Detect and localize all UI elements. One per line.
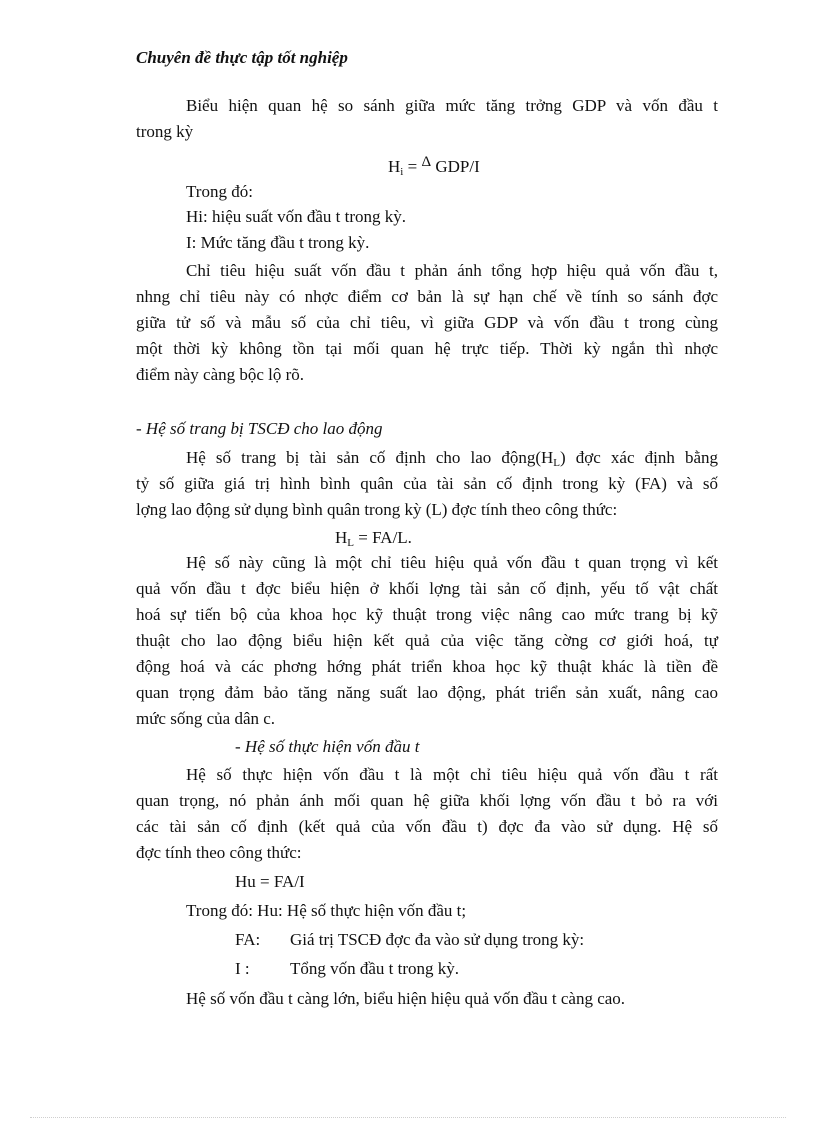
paragraph-line: Hệ số này cũng là một chỉ tiêu hiệu quả vốn đầu t quan trọng vì kết: [186, 553, 718, 572]
paragraph-line: Hệ số vốn đầu t càng lớn, biểu hiện hiệu quả vốn đầu t càng cao.: [186, 989, 626, 1008]
paragraph-line: Hi: hiệu suất vốn đầu t trong kỳ.: [186, 207, 407, 226]
formula-subscript: i: [400, 166, 404, 178]
text-run: ) đợc xác định bằng: [560, 448, 718, 467]
paragraph-line: I: Mức tăng đầu t trong kỳ.: [186, 233, 370, 252]
delta-symbol: Δ: [421, 154, 432, 170]
paragraph-line: Biểu hiện quan hệ so sánh giữa mức tăng trởng GDP và vốn đầu t: [186, 96, 718, 115]
paragraph-line: các tài sản cố định (kết quả của vốn đầu t) đợc đa vào sử dụng. Hệ số: [136, 817, 718, 836]
paragraph-line: thuật cho lao động biểu hiện kết quả của việc tăng cờng cơ giới hoá, tự: [136, 631, 718, 650]
paragraph-line: [186, 447, 718, 474]
paragraph-line: Chỉ tiêu hiệu suất vốn đầu t phản ánh tổng hợp hiệu quả vốn đầu t,: [186, 261, 718, 280]
definition-text: Tổng vốn đầu t trong kỳ.: [290, 959, 460, 978]
formula-equals: =: [403, 157, 422, 176]
paragraph-line: Trong đó: Hu: Hệ số thực hiện vốn đầu t;: [186, 901, 467, 920]
formula-lhs: H: [388, 157, 401, 176]
paragraph-line: quan trọng đảm bảo tăng năng suất lao động, phát triển sản xuất, nâng cao: [136, 683, 718, 702]
paragraph-line: trong kỳ: [136, 122, 194, 141]
paragraph-line: đợc tính theo công thức:: [136, 843, 302, 862]
formula-investment-ratio: Hu = FA/I: [235, 872, 305, 891]
paragraph-line: một thời kỳ không tồn tại mối quan hệ trực tiếp. Thời kỳ ngắn thì nhợc: [136, 339, 718, 358]
formula-lhs: H: [335, 528, 348, 547]
section-heading: - Hệ số trang bị TSCĐ cho lao động: [136, 419, 383, 438]
paragraph-line: nhng chỉ tiêu này có nhợc điểm cơ bản là sự hạn chế về tính so sánh đợc: [136, 287, 718, 306]
formula-subscript: L: [347, 537, 355, 549]
definition-label: I :: [235, 959, 250, 978]
paragraph-line: điểm này càng bộc lộ rõ.: [136, 365, 305, 384]
paragraph-line: quả vốn đầu t đợc biểu hiện ở khối lợng tài sản cố định, yếu tố vật chất: [136, 579, 718, 598]
definition-label: FA:: [235, 930, 261, 949]
paragraph-line: tỷ số giữa giá trị hình bình quân của tài sản cố định trong kỳ (FA) và số: [136, 474, 718, 493]
formula-efficiency: [388, 151, 480, 183]
paragraph-line: Trong đó:: [186, 182, 253, 201]
subscript: L: [553, 457, 561, 469]
paragraph-line: quan trọng, nó phản ánh mối quan hệ giữa khối lợng vốn đầu t bỏ ra với: [136, 791, 718, 810]
formula-labor-ratio: [335, 527, 412, 554]
formula-rhs: = FA/L.: [354, 528, 412, 547]
text-run: Hệ số trang bị tài sản cố định cho lao động(H: [186, 448, 554, 467]
paragraph-line: hoá sự tiến bộ của khoa học kỹ thuật trong việc nâng cao mức trang bị kỹ: [136, 605, 718, 624]
page-header: Chuyên đề thực tập tốt nghiệp: [136, 48, 348, 67]
paragraph-line: động hoá và các phơng hớng phát triển khoa học kỹ thuật khác là tiền đề: [136, 657, 718, 676]
formula-rhs: GDP/I: [431, 157, 480, 176]
section-heading: - Hệ số thực hiện vốn đầu t: [235, 737, 420, 756]
definition-text: Giá trị TSCĐ đợc đa vào sử dụng trong kỳ:: [290, 930, 585, 949]
paragraph-line: Hệ số thực hiện vốn đầu t là một chỉ tiêu hiệu quả vốn đầu t rất: [186, 765, 718, 784]
paragraph-line: lợng lao động sử dụng bình quân trong kỳ (L) đợc tính theo công thức:: [136, 500, 618, 519]
paragraph-line: giữa tử số và mẫu số của chỉ tiêu, vì giữa GDP và vốn đầu t trong cùng: [136, 313, 718, 332]
paragraph-line: mức sống của dân c.: [136, 709, 276, 728]
page-bottom-divider: [30, 1117, 786, 1118]
